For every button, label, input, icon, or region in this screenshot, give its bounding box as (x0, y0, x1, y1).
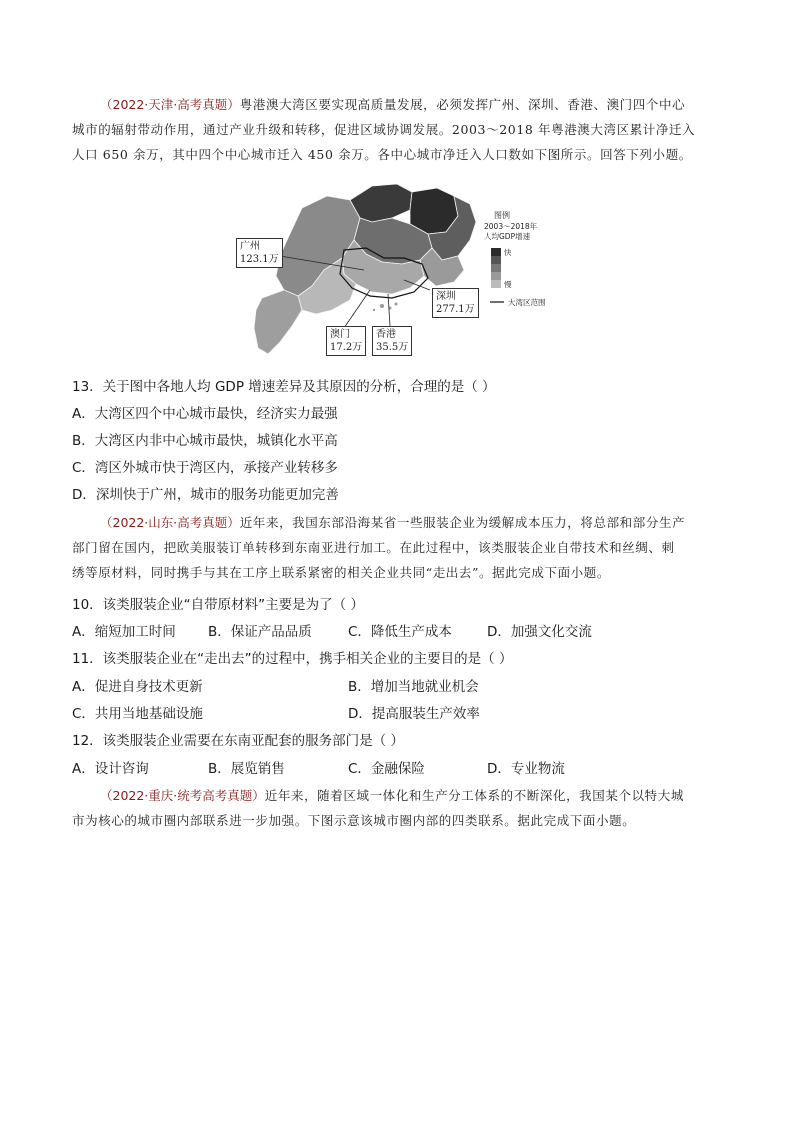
gdp-growth-map (232, 178, 562, 364)
region-north (350, 184, 412, 222)
city-value: 277.1万 (436, 304, 475, 315)
legend-fast-label: 快 (504, 248, 512, 257)
city-name: 澳门 (330, 329, 350, 340)
legend-slow-label: 慢 (504, 280, 512, 289)
city-value: 123.1万 (240, 254, 279, 265)
city-name: 广州 (240, 241, 260, 252)
legend-swatch-fast (491, 248, 501, 256)
city-label-guangzhou (236, 238, 283, 268)
legend-boundary-label: 大湾区范围 (508, 298, 546, 307)
question-11-option-a: A．促进自身技术更新 (72, 679, 203, 695)
passage-text: 市为核心的城市圈内部联系进一步加强。下图示意该城市圈内部的四类联系。据此完成下面小题。 (72, 813, 636, 828)
passage-text: 粤港澳大湾区要实现高质量发展，必须发挥广州、深圳、香港、澳门四个中心 (239, 97, 686, 112)
question-11-option-b: B．增加当地就业机会 (348, 679, 479, 695)
question-10-option-c: C．降低生产成本 (348, 624, 452, 640)
question-10-option-b: B．保证产品品质 (208, 624, 312, 640)
question-10-stem: 10．该类服装企业“自带原材料”主要是为了（ ） (72, 597, 364, 613)
legend-swatch (491, 256, 501, 264)
legend-title: 图例 (494, 211, 510, 220)
source-tag: （2022·重庆·统考高考真题） (100, 788, 265, 803)
legend-swatch (491, 264, 501, 272)
passage-text: 城市的辐射带动作用，通过产业升级和转移，促进区域协调发展。2003～2018 年粤港澳大湾区累计净迁入 (72, 122, 696, 137)
question-11-stem: 11．该类服装企业在“走出去”的过程中，携手相关企业的主要目的是（ ） (72, 651, 513, 667)
city-name: 深圳 (436, 291, 456, 302)
city-label-shenzhen (432, 288, 479, 318)
legend-swatch-slow (491, 280, 501, 288)
passage-chongqing (72, 783, 722, 833)
passage-text: 近年来，我国东部沿海某省一些服装企业为缓解成本压力，将总部和部分生产 (239, 515, 686, 530)
question-13-option-c: C．湾区外城市快于湾区内，承接产业转移多 (72, 460, 338, 476)
source-tag: （2022·天津·高考真题） (100, 97, 240, 112)
source-tag: （2022·山东·高考真题） (100, 515, 240, 530)
passage-text: 部门留在国内，把欧美服装订单转移到东南亚进行加工。在此过程中，该类服装企业自带技术和丝绸、刺 (72, 540, 675, 555)
city-name: 香港 (376, 329, 396, 340)
legend-subtitle: 2003～2018年 (484, 222, 538, 231)
legend-subtitle: 人均GDP增速 (484, 232, 531, 241)
passage-text: 绣等原材料，同时携手与其在工序上联系紧密的相关企业共同“走出去”。据此完成下面小题。 (72, 565, 610, 580)
city-value: 17.2万 (330, 342, 363, 353)
question-12-option-d: D．专业物流 (487, 761, 565, 777)
question-12-option-a: A．设计咨询 (72, 761, 149, 777)
region-peninsula (254, 290, 302, 354)
question-11-option-c: C．共用当地基础设施 (72, 706, 203, 722)
question-12-option-c: C．金融保险 (348, 761, 425, 777)
question-10-option-a: A．缩短加工时间 (72, 624, 176, 640)
question-12-option-b: B．展览销售 (208, 761, 285, 777)
city-label-hongkong (372, 326, 412, 356)
question-10-option-d: D．加强文化交流 (487, 624, 592, 640)
question-13-option-d: D．深圳快于广州，城市的服务功能更加完善 (72, 487, 339, 503)
legend-swatch (491, 272, 501, 280)
question-13-option-b: B．大湾区内非中心城市最快，城镇化水平高 (72, 433, 338, 449)
question-13-option-a: A．大湾区四个中心城市最快，经济实力最强 (72, 406, 338, 422)
passage-text: 近年来，随着区域一体化和生产分工体系的不断深化，我国某个以特大城 (264, 788, 684, 803)
passage-shandong (72, 510, 722, 585)
question-12-stem: 12．该类服装企业需要在东南亚配套的服务部门是（ ） (72, 733, 404, 749)
question-13-stem: 13．关于图中各地人均 GDP 增速差异及其原因的分析，合理的是（ ） (72, 379, 496, 395)
city-label-macau (326, 326, 366, 356)
passage-text: 人口 650 余万，其中四个中心城市迁入 450 余万。各中心城市净迁入人口数如下图所示。回答下列小题。 (72, 147, 692, 162)
city-value: 35.5万 (376, 342, 409, 353)
question-11-option-d: D．提高服装生产效率 (348, 706, 480, 722)
passage-tianjin (72, 92, 722, 167)
